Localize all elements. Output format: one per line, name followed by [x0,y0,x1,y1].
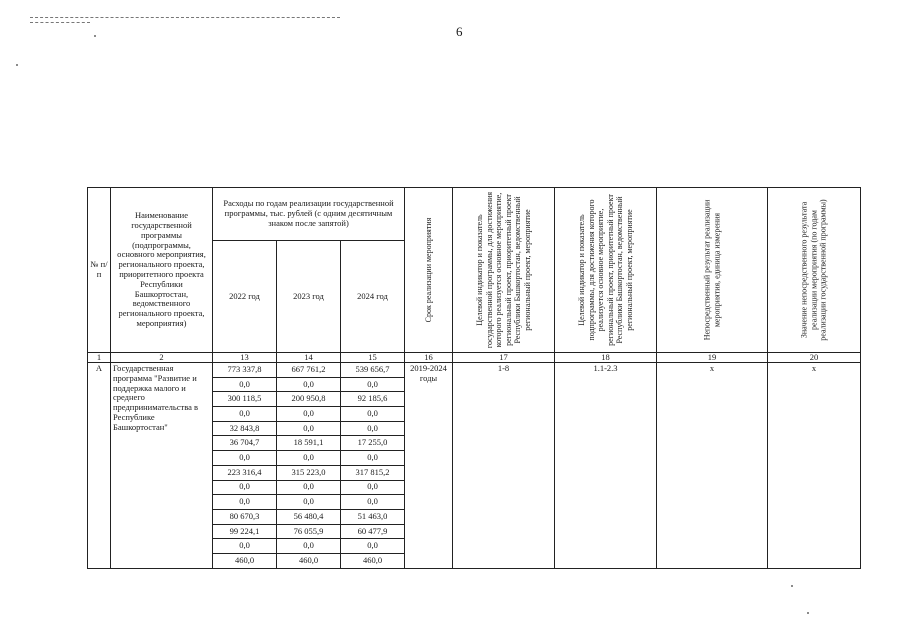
value-2022-cell: 0,0 [213,480,277,495]
result-value-cell: х [768,363,861,569]
scan-speck [16,64,18,66]
direct-result-cell: х [657,363,768,569]
value-2022-cell: 773 337,8 [213,363,277,378]
column-number: 16 [405,353,453,363]
value-2024-cell: 0,0 [341,451,405,466]
value-2024-cell: 0,0 [341,480,405,495]
header-result-value: Значение непосредственного результата реализации мероприятия (по годам реализации государственной программы) [768,188,861,353]
column-number: 13 [213,353,277,363]
value-2023-cell: 0,0 [277,539,341,554]
value-2022-cell: 99 224,1 [213,524,277,539]
column-number: 20 [768,353,861,363]
column-number: 18 [555,353,657,363]
value-2022-cell: 0,0 [213,407,277,422]
value-2024-cell: 60 477,9 [341,524,405,539]
indicator-program-cell: 1-8 [453,363,555,569]
value-2022-cell: 36 704,7 [213,436,277,451]
value-2023-cell: 0,0 [277,421,341,436]
scan-speck [807,612,809,614]
value-2024-cell: 51 463,0 [341,509,405,524]
scan-artifact-line [30,22,90,23]
header-indicator-program: Целевой индикатор и показатель государственной программы, для достижения которого реализуется основное мероприятие, региональный проект, приоритетный проект Республики Башкортостан, ведомственный региональный проект, мероприятие [453,188,555,353]
header-year-2024: 2024 год [341,241,405,353]
scan-speck [791,585,793,587]
header-direct-result: Непосредственный результат реализации мероприятия, единица измерения [657,188,768,353]
column-number: 2 [111,353,213,363]
value-2022-cell: 223 316,4 [213,465,277,480]
header-row-1 [88,188,861,241]
row-number-cell: А [88,363,111,569]
header-indicator-subprogram: Целевой индикатор и показатель подпрограммы, для достижения которого реализуется основное мероприятие, региональный проект, приоритетный проект Республики Башкортостан, ведомственный региональный проект, мероприятие [555,188,657,353]
column-number-row [88,353,861,363]
header-year-2023: 2023 год [277,241,341,353]
value-2023-cell: 0,0 [277,451,341,466]
value-2022-cell: 460,0 [213,553,277,568]
scan-artifact-line [30,17,340,18]
value-2023-cell: 0,0 [277,377,341,392]
value-2024-cell: 17 255,0 [341,436,405,451]
value-2024-cell: 0,0 [341,495,405,510]
value-2024-cell: 460,0 [341,553,405,568]
header-expenses: Расходы по годам реализации государственной программы, тыс. рублей (с одним десятичным знаком после запятой) [213,188,405,241]
header-name: Наименование государственной программы (подпрограммы, основного мероприятия, регионального проекта, приоритетного проекта Республики Башкортостан, ведомственного регионального проекта, мероприятия) [111,188,213,353]
value-2022-cell: 0,0 [213,451,277,466]
program-name-cell: Государственная программа "Развитие и поддержка малого и среднего предпринимательства в Республике Башкортостан" [111,363,213,569]
value-2024-cell: 0,0 [341,539,405,554]
term-cell: 2019-2024 годы [405,363,453,569]
value-2024-cell: 0,0 [341,407,405,422]
value-2024-cell: 317 815,2 [341,465,405,480]
value-2022-cell: 0,0 [213,495,277,510]
indicator-subprogram-cell: 1.1-2.3 [555,363,657,569]
value-2023-cell: 18 591,1 [277,436,341,451]
column-number: 15 [341,353,405,363]
value-2023-cell: 200 950,8 [277,392,341,407]
value-2023-cell: 667 761,2 [277,363,341,378]
value-2024-cell: 0,0 [341,421,405,436]
value-2023-cell: 56 480,4 [277,509,341,524]
value-2022-cell: 0,0 [213,377,277,392]
scan-speck [94,35,96,37]
page-number: 6 [456,24,463,39]
column-number: 1 [88,353,111,363]
value-2023-cell: 315 223,0 [277,465,341,480]
header-row-number: № п/п [88,188,111,353]
value-2024-cell: 0,0 [341,377,405,392]
value-2024-cell: 539 656,7 [341,363,405,378]
header-year-2022: 2022 год [213,241,277,353]
value-2023-cell: 0,0 [277,480,341,495]
value-2022-cell: 300 118,5 [213,392,277,407]
program-table [87,187,861,569]
value-2023-cell: 0,0 [277,495,341,510]
data-row [88,363,861,378]
value-2022-cell: 0,0 [213,539,277,554]
value-2022-cell: 80 670,3 [213,509,277,524]
value-2024-cell: 92 185,6 [341,392,405,407]
value-2023-cell: 0,0 [277,407,341,422]
column-number: 19 [657,353,768,363]
value-2022-cell: 32 843,8 [213,421,277,436]
column-number: 17 [453,353,555,363]
value-2023-cell: 76 055,9 [277,524,341,539]
value-2023-cell: 460,0 [277,553,341,568]
header-term: Срок реализации мероприятия [405,188,453,353]
column-number: 14 [277,353,341,363]
